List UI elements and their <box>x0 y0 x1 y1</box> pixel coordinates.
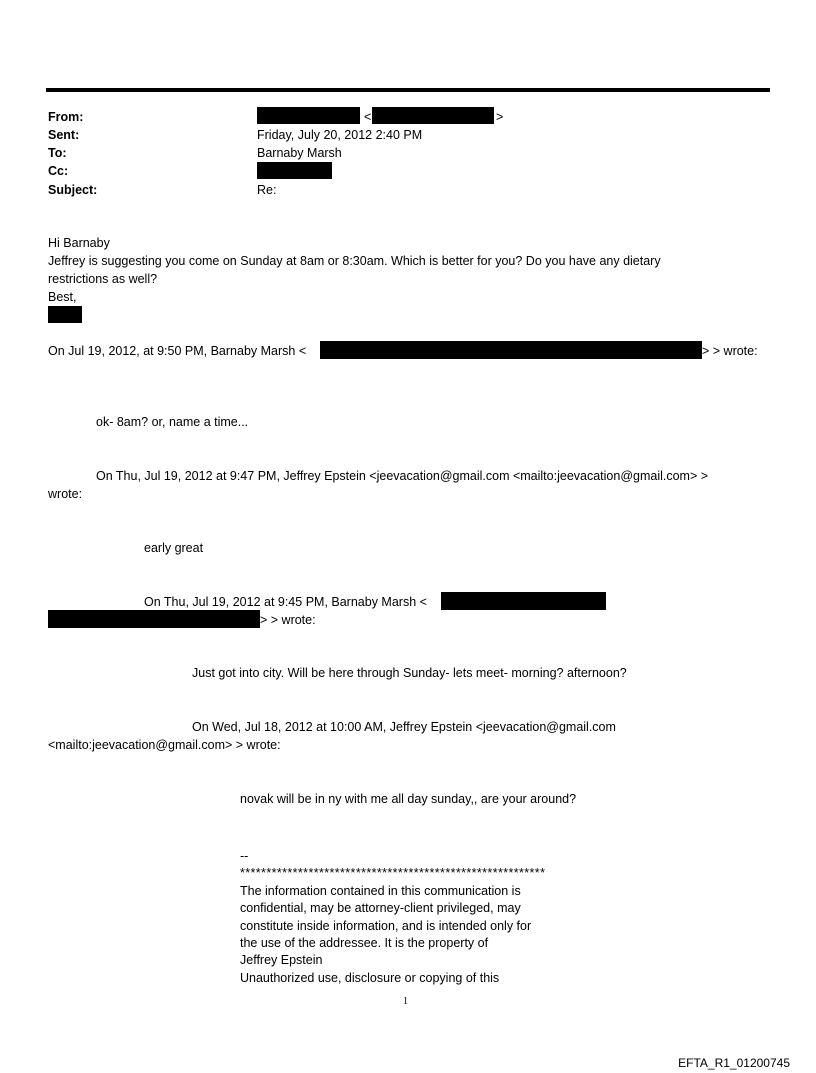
from-label: From: <box>48 110 84 124</box>
redaction-signature <box>48 306 82 323</box>
signoff: Best, <box>48 290 77 304</box>
disclaimer-line: constitute inside information, and is intended only for <box>240 918 532 933</box>
redaction-quote-3-email-a <box>441 592 606 610</box>
from-close-bracket: > <box>496 110 504 124</box>
quote-1-header: On Jul 19, 2012, at 9:50 PM, Barnaby Marsh < <box>48 344 307 358</box>
quote-4-wrote: <mailto:jeevacation@gmail.com> > wrote: <box>48 738 281 752</box>
greeting: Hi Barnaby <box>48 236 110 250</box>
quote-2-wrote: wrote: <box>48 487 83 501</box>
quote-3-header: On Thu, Jul 19, 2012 at 9:45 PM, Barnaby Marsh < <box>144 595 427 609</box>
body-line-2: restrictions as well? <box>48 272 158 286</box>
subject-label: Subject: <box>48 183 98 197</box>
disclaimer-line: Unauthorized use, disclosure or copying of this <box>240 970 500 985</box>
to-value: Barnaby Marsh <box>257 146 342 160</box>
sent-label: Sent: <box>48 128 80 142</box>
redaction-quote-3-email-b <box>48 610 260 628</box>
to-label: To: <box>48 146 67 160</box>
disclaimer-block <box>240 848 545 987</box>
disclaimer-line: Jeffrey Epstein <box>240 953 323 968</box>
disclaimer-line: The information contained in this communication is <box>240 883 521 898</box>
quote-2-header: On Thu, Jul 19, 2012 at 9:47 PM, Jeffrey Epstein <jeevacation@gmail.com <mailto:jeevacation@gmail.com> > <box>96 469 709 483</box>
cc-label: Cc: <box>48 164 69 178</box>
quote-4-message: novak will be in ny with me all day sunday,, are your around? <box>240 792 577 806</box>
disclaimer-stars: ********************************************************** <box>240 866 546 881</box>
quote-2-message: early great <box>144 541 204 555</box>
quote-1-message: ok- 8am? or, name a time... <box>96 415 249 429</box>
disclaimer-line: confidential, may be attorney-client privileged, may <box>240 901 521 916</box>
quote-3-message: Just got into city. Will be here through Sunday- lets meet- morning? afternoon? <box>192 666 627 680</box>
disclaimer-line: the use of the addressee. It is the property of <box>240 936 489 951</box>
disclaimer-dashes: -- <box>240 849 249 863</box>
body-line-1: Jeffrey is suggesting you come on Sunday at 8am or 8:30am. Which is better for you? Do you have any dietary <box>48 254 661 268</box>
quote-1-wrote: > > wrote: <box>702 344 758 358</box>
page-number: 1 <box>403 996 408 1007</box>
quote-3-wrote: > > wrote: <box>260 613 316 627</box>
header-rule <box>46 88 770 92</box>
document-id-footer: EFTA_R1_01200745 <box>678 1056 790 1070</box>
sent-value: Friday, July 20, 2012 2:40 PM <box>257 128 423 142</box>
from-open-bracket: < <box>364 110 372 124</box>
redaction-cc <box>257 162 332 179</box>
subject-value: Re: <box>257 183 277 197</box>
redaction-quote-1-email <box>320 341 702 359</box>
redaction-from-email <box>372 107 494 124</box>
redaction-from-name <box>257 107 360 124</box>
quote-4-header: On Wed, Jul 18, 2012 at 10:00 AM, Jeffrey Epstein <jeevacation@gmail.com <box>192 720 616 734</box>
